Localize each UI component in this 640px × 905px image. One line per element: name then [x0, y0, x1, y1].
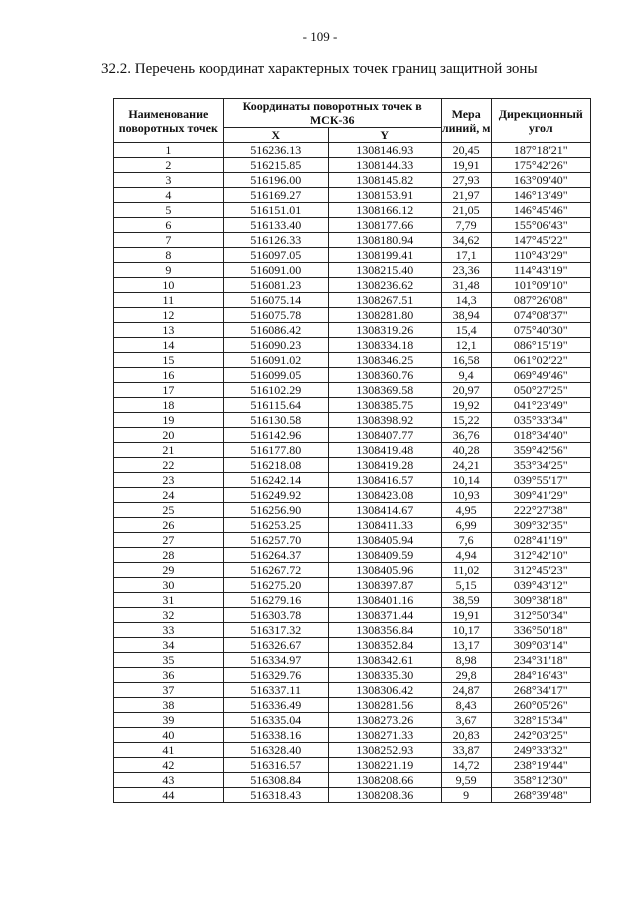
x-coordinate-cell: 516318.43	[223, 788, 328, 803]
line-length-cell: 7,79	[441, 218, 491, 233]
table-row	[114, 503, 591, 518]
line-length-cell: 20,45	[441, 143, 491, 158]
x-coordinate-cell: 516090.23	[223, 338, 328, 353]
x-coordinate-cell: 516253.25	[223, 518, 328, 533]
table-row	[114, 188, 591, 203]
point-number-cell: 7	[114, 233, 224, 248]
point-number-cell: 17	[114, 383, 224, 398]
x-coordinate-cell: 516337.11	[223, 683, 328, 698]
line-length-cell: 10,17	[441, 623, 491, 638]
table-row	[114, 593, 591, 608]
y-coordinate-cell: 1308397.87	[328, 578, 441, 593]
y-coordinate-cell: 1308405.94	[328, 533, 441, 548]
x-coordinate-cell: 516236.13	[223, 143, 328, 158]
line-length-cell: 23,36	[441, 263, 491, 278]
table-row	[114, 203, 591, 218]
table-row	[114, 683, 591, 698]
direction-angle-cell: 187°18'21"	[491, 143, 590, 158]
direction-angle-cell: 260°05'26"	[491, 698, 590, 713]
table-row	[114, 443, 591, 458]
line-length-cell: 4,94	[441, 548, 491, 563]
x-coordinate-cell: 516279.16	[223, 593, 328, 608]
table-row	[114, 458, 591, 473]
table-row	[114, 563, 591, 578]
line-length-cell: 5,15	[441, 578, 491, 593]
table-row	[114, 323, 591, 338]
x-coordinate-cell: 516257.70	[223, 533, 328, 548]
line-length-cell: 36,76	[441, 428, 491, 443]
point-number-cell: 9	[114, 263, 224, 278]
x-coordinate-cell: 516115.64	[223, 398, 328, 413]
direction-angle-cell: 114°43'19"	[491, 263, 590, 278]
y-coordinate-cell: 1308215.40	[328, 263, 441, 278]
y-coordinate-cell: 1308342.61	[328, 653, 441, 668]
x-coordinate-cell: 516151.01	[223, 203, 328, 218]
point-number-cell: 21	[114, 443, 224, 458]
point-number-cell: 13	[114, 323, 224, 338]
y-coordinate-cell: 1308180.94	[328, 233, 441, 248]
table-row	[114, 158, 591, 173]
x-coordinate-cell: 516169.27	[223, 188, 328, 203]
table-row	[114, 638, 591, 653]
table-row	[114, 788, 591, 803]
line-length-cell: 9,4	[441, 368, 491, 383]
point-number-cell: 34	[114, 638, 224, 653]
point-number-cell: 12	[114, 308, 224, 323]
line-length-cell: 33,87	[441, 743, 491, 758]
table-row	[114, 608, 591, 623]
line-length-cell: 7,6	[441, 533, 491, 548]
line-length-cell: 11,02	[441, 563, 491, 578]
point-number-cell: 20	[114, 428, 224, 443]
x-coordinate-cell: 516099.05	[223, 368, 328, 383]
point-number-cell: 19	[114, 413, 224, 428]
x-coordinate-cell: 516091.00	[223, 263, 328, 278]
header-y: Y	[328, 128, 441, 143]
y-coordinate-cell: 1308146.93	[328, 143, 441, 158]
direction-angle-cell: 358°12'30"	[491, 773, 590, 788]
line-length-cell: 3,67	[441, 713, 491, 728]
point-number-cell: 31	[114, 593, 224, 608]
direction-angle-cell: 242°03'25"	[491, 728, 590, 743]
point-number-cell: 22	[114, 458, 224, 473]
point-number-cell: 26	[114, 518, 224, 533]
point-number-cell: 25	[114, 503, 224, 518]
x-coordinate-cell: 516256.90	[223, 503, 328, 518]
point-number-cell: 38	[114, 698, 224, 713]
point-number-cell: 27	[114, 533, 224, 548]
x-coordinate-cell: 516336.49	[223, 698, 328, 713]
direction-angle-cell: 284°16'43"	[491, 668, 590, 683]
x-coordinate-cell: 516303.78	[223, 608, 328, 623]
point-number-cell: 5	[114, 203, 224, 218]
point-number-cell: 15	[114, 353, 224, 368]
direction-angle-cell: 175°42'26"	[491, 158, 590, 173]
line-length-cell: 8,98	[441, 653, 491, 668]
line-length-cell: 10,14	[441, 473, 491, 488]
x-coordinate-cell: 516338.16	[223, 728, 328, 743]
direction-angle-cell: 147°45'22"	[491, 233, 590, 248]
table-row	[114, 398, 591, 413]
direction-angle-cell: 087°26'08"	[491, 293, 590, 308]
direction-angle-cell: 353°34'25"	[491, 458, 590, 473]
table-row	[114, 353, 591, 368]
table-row	[114, 548, 591, 563]
y-coordinate-cell: 1308423.08	[328, 488, 441, 503]
x-coordinate-cell: 516097.05	[223, 248, 328, 263]
line-length-cell: 10,93	[441, 488, 491, 503]
y-coordinate-cell: 1308401.16	[328, 593, 441, 608]
x-coordinate-cell: 516133.40	[223, 218, 328, 233]
y-coordinate-cell: 1308153.91	[328, 188, 441, 203]
direction-angle-cell: 074°08'37"	[491, 308, 590, 323]
line-length-cell: 24,87	[441, 683, 491, 698]
y-coordinate-cell: 1308273.26	[328, 713, 441, 728]
point-number-cell: 11	[114, 293, 224, 308]
direction-angle-cell: 101°09'10"	[491, 278, 590, 293]
x-coordinate-cell: 516242.14	[223, 473, 328, 488]
line-length-cell: 14,72	[441, 758, 491, 773]
y-coordinate-cell: 1308419.28	[328, 458, 441, 473]
y-coordinate-cell: 1308335.30	[328, 668, 441, 683]
point-number-cell: 30	[114, 578, 224, 593]
table-row	[114, 248, 591, 263]
y-coordinate-cell: 1308252.93	[328, 743, 441, 758]
header-line-length: Мера линий, м	[441, 99, 491, 143]
line-length-cell: 17,1	[441, 248, 491, 263]
y-coordinate-cell: 1308371.44	[328, 608, 441, 623]
y-coordinate-cell: 1308407.77	[328, 428, 441, 443]
x-coordinate-cell: 516102.29	[223, 383, 328, 398]
y-coordinate-cell: 1308346.25	[328, 353, 441, 368]
x-coordinate-cell: 516264.37	[223, 548, 328, 563]
y-coordinate-cell: 1308398.92	[328, 413, 441, 428]
coordinates-table	[113, 98, 591, 803]
direction-angle-cell: 309°38'18"	[491, 593, 590, 608]
section-title: 32.2. Перечень координат характерных точек границ защитной зоны	[101, 61, 538, 77]
header-direction-angle: Дирекционный угол	[491, 99, 590, 143]
table-row	[114, 518, 591, 533]
line-length-cell: 12,1	[441, 338, 491, 353]
direction-angle-cell: 309°32'35"	[491, 518, 590, 533]
point-number-cell: 40	[114, 728, 224, 743]
x-coordinate-cell: 516075.78	[223, 308, 328, 323]
point-number-cell: 16	[114, 368, 224, 383]
x-coordinate-cell: 516177.80	[223, 443, 328, 458]
y-coordinate-cell: 1308352.84	[328, 638, 441, 653]
x-coordinate-cell: 516335.04	[223, 713, 328, 728]
y-coordinate-cell: 1308385.75	[328, 398, 441, 413]
table-row	[114, 338, 591, 353]
x-coordinate-cell: 516196.00	[223, 173, 328, 188]
table-row	[114, 743, 591, 758]
direction-angle-cell: 163°09'40"	[491, 173, 590, 188]
line-length-cell: 19,91	[441, 608, 491, 623]
point-number-cell: 2	[114, 158, 224, 173]
x-coordinate-cell: 516218.08	[223, 458, 328, 473]
direction-angle-cell: 041°23'49"	[491, 398, 590, 413]
line-length-cell: 8,43	[441, 698, 491, 713]
direction-angle-cell: 268°34'17"	[491, 683, 590, 698]
point-number-cell: 8	[114, 248, 224, 263]
y-coordinate-cell: 1308356.84	[328, 623, 441, 638]
table-row	[114, 668, 591, 683]
table-row	[114, 143, 591, 158]
table-row	[114, 758, 591, 773]
x-coordinate-cell: 516091.02	[223, 353, 328, 368]
y-coordinate-cell: 1308267.51	[328, 293, 441, 308]
line-length-cell: 27,93	[441, 173, 491, 188]
line-length-cell: 16,58	[441, 353, 491, 368]
table-row	[114, 473, 591, 488]
line-length-cell: 13,17	[441, 638, 491, 653]
y-coordinate-cell: 1308145.82	[328, 173, 441, 188]
direction-angle-cell: 336°50'18"	[491, 623, 590, 638]
direction-angle-cell: 086°15'19"	[491, 338, 590, 353]
x-coordinate-cell: 516316.57	[223, 758, 328, 773]
x-coordinate-cell: 516329.76	[223, 668, 328, 683]
point-number-cell: 3	[114, 173, 224, 188]
y-coordinate-cell: 1308271.33	[328, 728, 441, 743]
x-coordinate-cell: 516126.33	[223, 233, 328, 248]
x-coordinate-cell: 516317.32	[223, 623, 328, 638]
direction-angle-cell: 075°40'30"	[491, 323, 590, 338]
x-coordinate-cell: 516086.42	[223, 323, 328, 338]
table-row	[114, 653, 591, 668]
direction-angle-cell: 238°19'44"	[491, 758, 590, 773]
y-coordinate-cell: 1308405.96	[328, 563, 441, 578]
direction-angle-cell: 146°45'46"	[491, 203, 590, 218]
y-coordinate-cell: 1308419.48	[328, 443, 441, 458]
direction-angle-cell: 359°42'56"	[491, 443, 590, 458]
point-number-cell: 32	[114, 608, 224, 623]
y-coordinate-cell: 1308414.67	[328, 503, 441, 518]
point-number-cell: 28	[114, 548, 224, 563]
point-number-cell: 6	[114, 218, 224, 233]
direction-angle-cell: 234°31'18"	[491, 653, 590, 668]
line-length-cell: 21,05	[441, 203, 491, 218]
line-length-cell: 9	[441, 788, 491, 803]
x-coordinate-cell: 516130.58	[223, 413, 328, 428]
table-row	[114, 278, 591, 293]
point-number-cell: 44	[114, 788, 224, 803]
table-row	[114, 308, 591, 323]
x-coordinate-cell: 516326.67	[223, 638, 328, 653]
line-length-cell: 20,83	[441, 728, 491, 743]
line-length-cell: 19,91	[441, 158, 491, 173]
x-coordinate-cell: 516328.40	[223, 743, 328, 758]
point-number-cell: 29	[114, 563, 224, 578]
line-length-cell: 31,48	[441, 278, 491, 293]
point-number-cell: 1	[114, 143, 224, 158]
line-length-cell: 15,22	[441, 413, 491, 428]
direction-angle-cell: 312°45'23"	[491, 563, 590, 578]
line-length-cell: 40,28	[441, 443, 491, 458]
table-row	[114, 233, 591, 248]
point-number-cell: 33	[114, 623, 224, 638]
direction-angle-cell: 309°03'14"	[491, 638, 590, 653]
line-length-cell: 38,94	[441, 308, 491, 323]
x-coordinate-cell: 516249.92	[223, 488, 328, 503]
point-number-cell: 10	[114, 278, 224, 293]
table-row	[114, 368, 591, 383]
line-length-cell: 14,3	[441, 293, 491, 308]
direction-angle-cell: 312°42'10"	[491, 548, 590, 563]
direction-angle-cell: 069°49'46"	[491, 368, 590, 383]
point-number-cell: 35	[114, 653, 224, 668]
table-row	[114, 578, 591, 593]
table-row	[114, 773, 591, 788]
y-coordinate-cell: 1308319.26	[328, 323, 441, 338]
point-number-cell: 41	[114, 743, 224, 758]
table-row	[114, 728, 591, 743]
line-length-cell: 15,4	[441, 323, 491, 338]
table-row	[114, 713, 591, 728]
header-coordinates: Координаты поворотных точек в МСК-36	[223, 99, 441, 128]
y-coordinate-cell: 1308409.59	[328, 548, 441, 563]
table-row	[114, 623, 591, 638]
header-x: X	[223, 128, 328, 143]
point-number-cell: 24	[114, 488, 224, 503]
line-length-cell: 24,21	[441, 458, 491, 473]
direction-angle-cell: 061°02'22"	[491, 353, 590, 368]
direction-angle-cell: 050°27'25"	[491, 383, 590, 398]
direction-angle-cell: 249°33'32"	[491, 743, 590, 758]
line-length-cell: 4,95	[441, 503, 491, 518]
y-coordinate-cell: 1308306.42	[328, 683, 441, 698]
point-number-cell: 39	[114, 713, 224, 728]
direction-angle-cell: 155°06'43"	[491, 218, 590, 233]
x-coordinate-cell: 516215.85	[223, 158, 328, 173]
table-row	[114, 533, 591, 548]
x-coordinate-cell: 516308.84	[223, 773, 328, 788]
table-row	[114, 413, 591, 428]
point-number-cell: 14	[114, 338, 224, 353]
page-number: - 109 -	[302, 29, 338, 44]
y-coordinate-cell: 1308166.12	[328, 203, 441, 218]
y-coordinate-cell: 1308199.41	[328, 248, 441, 263]
table-row	[114, 488, 591, 503]
y-coordinate-cell: 1308369.58	[328, 383, 441, 398]
line-length-cell: 20,97	[441, 383, 491, 398]
y-coordinate-cell: 1308208.66	[328, 773, 441, 788]
table-row	[114, 293, 591, 308]
x-coordinate-cell: 516334.97	[223, 653, 328, 668]
y-coordinate-cell: 1308416.57	[328, 473, 441, 488]
direction-angle-cell: 222°27'38"	[491, 503, 590, 518]
point-number-cell: 36	[114, 668, 224, 683]
y-coordinate-cell: 1308236.62	[328, 278, 441, 293]
y-coordinate-cell: 1308177.66	[328, 218, 441, 233]
table-row	[114, 218, 591, 233]
point-number-cell: 37	[114, 683, 224, 698]
point-number-cell: 18	[114, 398, 224, 413]
x-coordinate-cell: 516142.96	[223, 428, 328, 443]
line-length-cell: 19,92	[441, 398, 491, 413]
line-length-cell: 29,8	[441, 668, 491, 683]
y-coordinate-cell: 1308281.80	[328, 308, 441, 323]
table-row	[114, 383, 591, 398]
line-length-cell: 21,97	[441, 188, 491, 203]
direction-angle-cell: 039°43'12"	[491, 578, 590, 593]
y-coordinate-cell: 1308334.18	[328, 338, 441, 353]
direction-angle-cell: 268°39'48"	[491, 788, 590, 803]
line-length-cell: 9,59	[441, 773, 491, 788]
line-length-cell: 34,62	[441, 233, 491, 248]
y-coordinate-cell: 1308411.33	[328, 518, 441, 533]
table-row	[114, 173, 591, 188]
direction-angle-cell: 146°13'49"	[491, 188, 590, 203]
table-row	[114, 698, 591, 713]
y-coordinate-cell: 1308360.76	[328, 368, 441, 383]
x-coordinate-cell: 516081.23	[223, 278, 328, 293]
direction-angle-cell: 110°43'29"	[491, 248, 590, 263]
line-length-cell: 6,99	[441, 518, 491, 533]
point-number-cell: 43	[114, 773, 224, 788]
table-row	[114, 263, 591, 278]
point-number-cell: 42	[114, 758, 224, 773]
x-coordinate-cell: 516267.72	[223, 563, 328, 578]
direction-angle-cell: 035°33'34"	[491, 413, 590, 428]
direction-angle-cell: 039°55'17"	[491, 473, 590, 488]
y-coordinate-cell: 1308144.33	[328, 158, 441, 173]
direction-angle-cell: 328°15'34"	[491, 713, 590, 728]
direction-angle-cell: 028°41'19"	[491, 533, 590, 548]
table-body	[114, 143, 591, 803]
table-row	[114, 428, 591, 443]
y-coordinate-cell: 1308221.19	[328, 758, 441, 773]
y-coordinate-cell: 1308208.36	[328, 788, 441, 803]
point-number-cell: 23	[114, 473, 224, 488]
x-coordinate-cell: 516275.20	[223, 578, 328, 593]
header-point-name: Наименование поворотных точек	[114, 99, 224, 143]
direction-angle-cell: 309°41'29"	[491, 488, 590, 503]
direction-angle-cell: 312°50'34"	[491, 608, 590, 623]
direction-angle-cell: 018°34'40"	[491, 428, 590, 443]
point-number-cell: 4	[114, 188, 224, 203]
x-coordinate-cell: 516075.14	[223, 293, 328, 308]
y-coordinate-cell: 1308281.56	[328, 698, 441, 713]
line-length-cell: 38,59	[441, 593, 491, 608]
